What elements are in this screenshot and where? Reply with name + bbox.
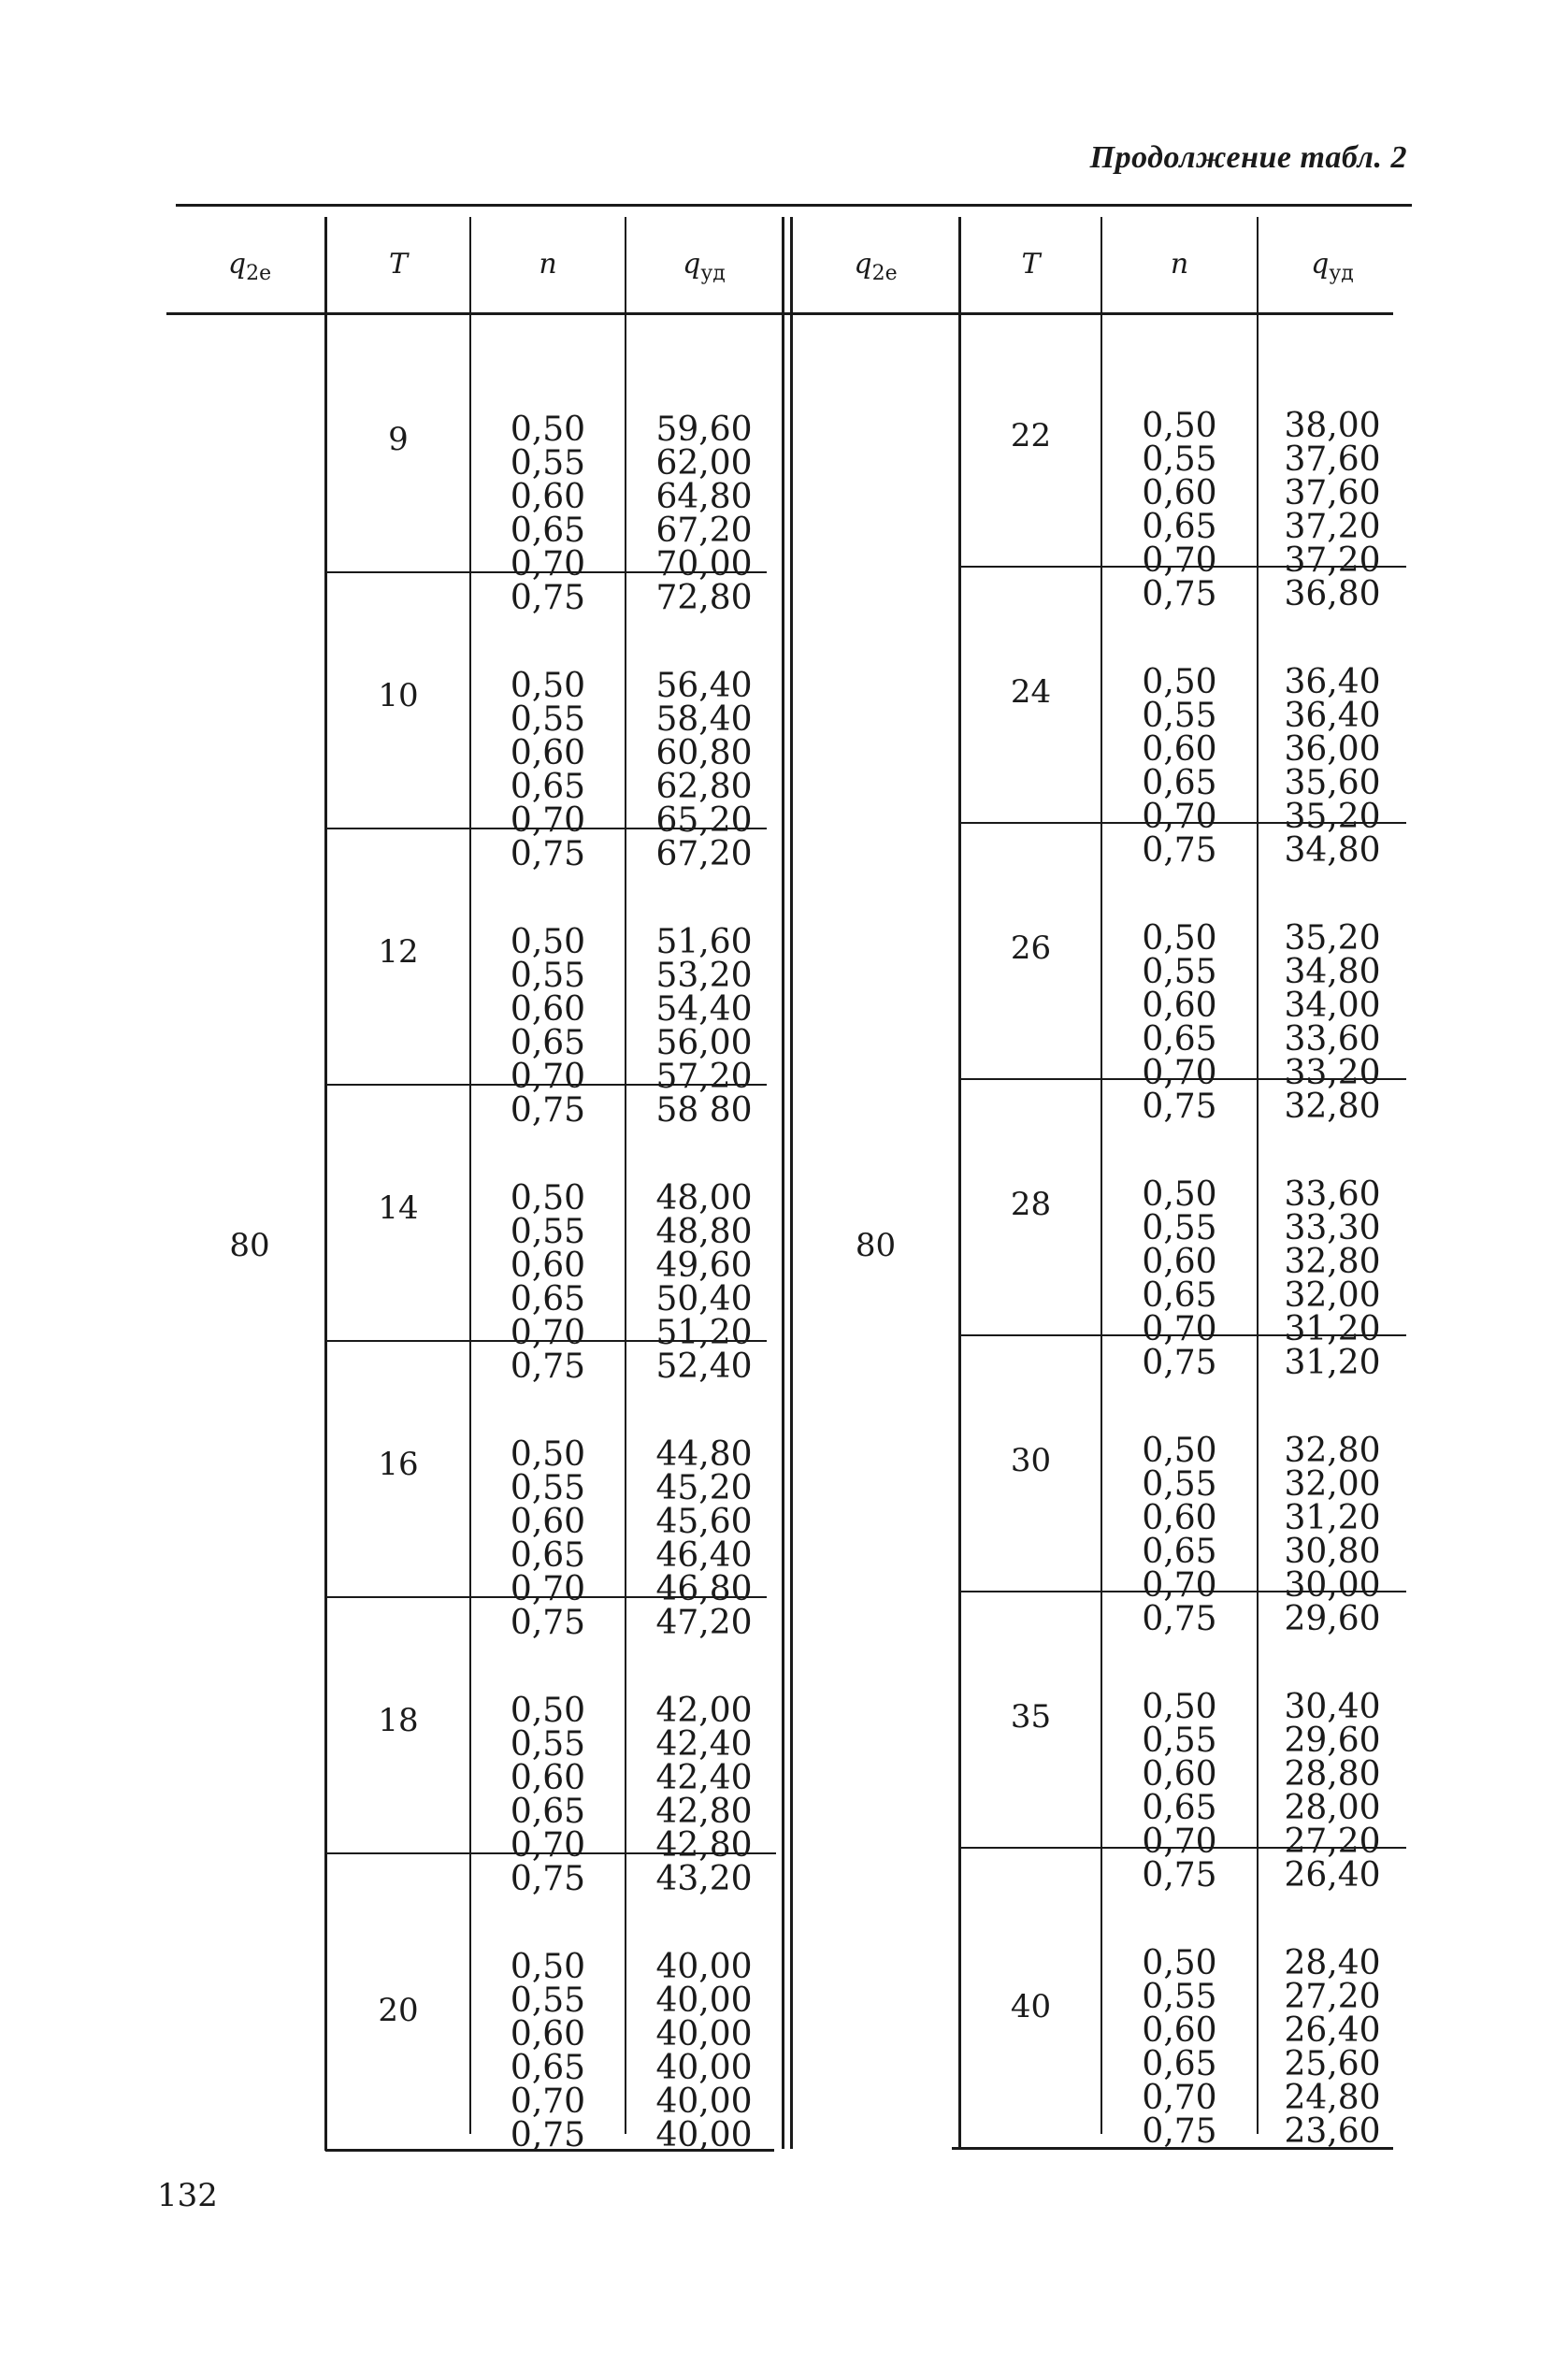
- n-cell: 0,65: [1142, 1533, 1217, 1571]
- q-cell: 29,60: [1284, 1722, 1381, 1760]
- n-cell: 0,55: [510, 444, 586, 483]
- q-cell: 34,80: [1284, 831, 1381, 870]
- right-t-3: 26: [1010, 929, 1052, 967]
- q-cell: 40,00: [655, 2049, 753, 2087]
- q-cell: 62,80: [655, 768, 753, 806]
- n-cell: 0,55: [510, 1725, 586, 1764]
- n-cell: 0,50: [1142, 919, 1217, 958]
- header-qud-left: $q_{уд}$: [683, 248, 726, 285]
- n-cell: 0,60: [510, 478, 586, 516]
- q-cell: 32,00: [1284, 1465, 1381, 1504]
- header-t-left: T: [388, 248, 408, 281]
- q-cell: 33,60: [1284, 1175, 1381, 1214]
- q-cell: 51,20: [655, 1314, 753, 1352]
- left-t-2: 10: [378, 677, 419, 714]
- q-cell: 53,20: [655, 957, 753, 995]
- q-cell: 25,60: [1284, 2045, 1381, 2083]
- q-cell: 65,20: [655, 801, 753, 840]
- n-cell: 0,50: [510, 923, 586, 961]
- q-cell: 37,60: [1284, 440, 1381, 479]
- n-cell: 0,75: [510, 579, 586, 617]
- n-cell: 0,65: [1142, 1276, 1217, 1315]
- n-cell: 0,60: [510, 734, 586, 772]
- n-cell: 0,55: [1142, 697, 1217, 735]
- n-cell: 0,50: [1142, 1432, 1217, 1470]
- n-cell: 0,60: [510, 2015, 586, 2053]
- right-q-col-7: [1259, 1880, 1406, 2183]
- n-cell: 0,70: [510, 1314, 586, 1352]
- q-cell: 30,40: [1284, 1688, 1381, 1726]
- q-cell: 72,80: [655, 579, 753, 617]
- q-cell: 26,40: [1284, 1856, 1381, 1895]
- left-t-3: 12: [378, 933, 419, 971]
- n-cell: 0,50: [1142, 407, 1217, 445]
- n-cell: 0,55: [1142, 1465, 1217, 1504]
- q-cell: 60,80: [655, 734, 753, 772]
- left-q-col-7: [626, 1883, 782, 2186]
- q-cell: 40,00: [655, 2116, 753, 2154]
- q-cell: 30,00: [1284, 1566, 1381, 1605]
- table-caption: Продолжение табл. 2: [1089, 140, 1407, 175]
- right-n-col-7: [1102, 1880, 1257, 2183]
- q-cell: 64,80: [655, 478, 753, 516]
- q-cell: 35,60: [1284, 764, 1381, 802]
- q-cell: 33,60: [1284, 1020, 1381, 1059]
- q-cell: 46,40: [655, 1536, 753, 1575]
- n-cell: 0,75: [1142, 1600, 1217, 1638]
- left-t-6: 18: [378, 1702, 419, 1739]
- q-cell: 58,40: [655, 700, 753, 739]
- q-cell: 58 80: [655, 1091, 753, 1130]
- q-cell: 67,20: [655, 835, 753, 873]
- page-number: 132: [157, 2177, 218, 2214]
- n-cell: 0,65: [1142, 508, 1217, 546]
- left-t-4: 14: [378, 1189, 419, 1227]
- q-cell: 43,20: [655, 1860, 753, 1898]
- n-cell: 0,50: [1142, 663, 1217, 701]
- n-cell: 0,60: [510, 1246, 586, 1285]
- q-cell: 31,20: [1284, 1344, 1381, 1382]
- right-t-6: 35: [1010, 1698, 1052, 1736]
- n-cell: 0,70: [1142, 798, 1217, 836]
- n-cell: 0,65: [1142, 1789, 1217, 1827]
- n-cell: 0,50: [510, 1179, 586, 1218]
- n-cell: 0,75: [510, 835, 586, 873]
- q-cell: 29,60: [1284, 1600, 1381, 1638]
- header-q-left: $q_{2e}$: [227, 248, 272, 285]
- n-cell: 0,75: [510, 1091, 586, 1130]
- n-cell: 0,50: [1142, 1944, 1217, 1982]
- header-qud-right: $q_{уд}$: [1311, 248, 1354, 285]
- q-cell: 42,00: [655, 1692, 753, 1730]
- q-cell: 28,40: [1284, 1944, 1381, 1982]
- q-cell: 32,80: [1284, 1088, 1381, 1126]
- n-cell: 0,50: [510, 411, 586, 449]
- q-cell: 42,40: [655, 1725, 753, 1764]
- right-t-7: 40: [1010, 1988, 1052, 2025]
- n-cell: 0,70: [510, 801, 586, 840]
- q-cell: 24,80: [1284, 2079, 1381, 2117]
- n-cell: 0,70: [1142, 1054, 1217, 1092]
- q-cell: 49,60: [655, 1246, 753, 1285]
- n-cell: 0,70: [510, 1570, 586, 1608]
- header-n-left: n: [539, 248, 557, 281]
- q-cell: 33,20: [1284, 1054, 1381, 1092]
- n-cell: 0,60: [1142, 1243, 1217, 1281]
- n-cell: 0,55: [1142, 440, 1217, 479]
- left-t-7: 20: [378, 1992, 419, 2029]
- n-cell: 0,60: [1142, 474, 1217, 512]
- n-cell: 0,50: [510, 667, 586, 705]
- q-cell: 40,00: [655, 2082, 753, 2121]
- n-cell: 0,60: [1142, 1499, 1217, 1537]
- header-n-right: n: [1170, 248, 1189, 281]
- q-cell: 57,20: [655, 1058, 753, 1096]
- vrule-center-b: [790, 217, 793, 2149]
- q-cell: 34,00: [1284, 987, 1381, 1025]
- q-cell: 28,00: [1284, 1789, 1381, 1827]
- n-cell: 0,70: [1142, 1823, 1217, 1861]
- q-cell: 35,20: [1284, 919, 1381, 958]
- top-rule: [176, 204, 1412, 207]
- n-cell: 0,65: [1142, 1020, 1217, 1059]
- n-cell: 0,50: [510, 1948, 586, 1986]
- q-cell: 45,20: [655, 1469, 753, 1507]
- n-cell: 0,50: [1142, 1175, 1217, 1214]
- n-cell: 0,55: [1142, 953, 1217, 991]
- q-cell: 36,80: [1284, 575, 1381, 613]
- q-cell: 23,60: [1284, 2112, 1381, 2151]
- q-cell: 32,80: [1284, 1432, 1381, 1470]
- vrule-left-t: [324, 217, 327, 2151]
- right-t-1: 22: [1010, 417, 1052, 454]
- left-t-1: 9: [388, 421, 409, 458]
- n-cell: 0,65: [510, 1280, 586, 1318]
- q-cell: 70,00: [655, 545, 753, 584]
- q-cell: 42,80: [655, 1826, 753, 1865]
- q-cell: 32,80: [1284, 1243, 1381, 1281]
- q-cell: 28,80: [1284, 1755, 1381, 1794]
- vrule-right-t: [958, 217, 961, 2149]
- n-cell: 0,75: [1142, 831, 1217, 870]
- q-cell: 26,40: [1284, 2011, 1381, 2050]
- n-cell: 0,60: [510, 990, 586, 1029]
- header-q-right: $q_{2e}$: [854, 248, 898, 285]
- q-cell: 47,20: [655, 1604, 753, 1642]
- n-cell: 0,65: [510, 2049, 586, 2087]
- n-cell: 0,75: [1142, 1344, 1217, 1382]
- q-cell: 33,30: [1284, 1209, 1381, 1247]
- n-cell: 0,55: [1142, 1978, 1217, 2016]
- q-cell: 34,80: [1284, 953, 1381, 991]
- n-cell: 0,55: [510, 700, 586, 739]
- q-cell: 56,40: [655, 667, 753, 705]
- n-cell: 0,70: [510, 545, 586, 584]
- n-cell: 0,60: [1142, 2011, 1217, 2050]
- q-cell: 52,40: [655, 1347, 753, 1386]
- left-n-col-7: [471, 1883, 625, 2186]
- n-cell: 0,75: [510, 2116, 586, 2154]
- q-cell: 40,00: [655, 2015, 753, 2053]
- n-cell: 0,65: [510, 1024, 586, 1062]
- q-cell: 67,20: [655, 512, 753, 550]
- q-cell: 30,80: [1284, 1533, 1381, 1571]
- n-cell: 0,55: [510, 957, 586, 995]
- n-cell: 0,70: [510, 2082, 586, 2121]
- n-cell: 0,50: [510, 1435, 586, 1474]
- q-cell: 35,20: [1284, 798, 1381, 836]
- n-cell: 0,60: [1142, 987, 1217, 1025]
- n-cell: 0,70: [1142, 2079, 1217, 2117]
- q-cell: 42,80: [655, 1793, 753, 1831]
- n-cell: 0,65: [1142, 764, 1217, 802]
- n-cell: 0,65: [510, 1793, 586, 1831]
- n-cell: 0,65: [510, 512, 586, 550]
- q-cell: 31,20: [1284, 1499, 1381, 1537]
- right-t-2: 24: [1010, 673, 1052, 711]
- n-cell: 0,70: [510, 1826, 586, 1865]
- q-cell: 40,00: [655, 1981, 753, 2020]
- n-cell: 0,75: [1142, 1856, 1217, 1895]
- q-cell: 48,80: [655, 1213, 753, 1251]
- n-cell: 0,55: [510, 1213, 586, 1251]
- q-cell: 50,40: [655, 1280, 753, 1318]
- n-cell: 0,70: [510, 1058, 586, 1096]
- q-cell: 36,00: [1284, 730, 1381, 769]
- q-cell: 36,40: [1284, 697, 1381, 735]
- q-cell: 27,20: [1284, 1823, 1381, 1861]
- q-cell: 45,60: [655, 1503, 753, 1541]
- q-cell: 27,20: [1284, 1978, 1381, 2016]
- n-cell: 0,50: [1142, 1688, 1217, 1726]
- q-cell: 42,40: [655, 1759, 753, 1797]
- n-cell: 0,50: [510, 1692, 586, 1730]
- q-cell: 32,00: [1284, 1276, 1381, 1315]
- n-cell: 0,60: [1142, 1755, 1217, 1794]
- n-cell: 0,75: [510, 1347, 586, 1386]
- n-cell: 0,70: [1142, 541, 1217, 580]
- left-q-value: 80: [229, 1227, 270, 1264]
- q-cell: 48,00: [655, 1179, 753, 1218]
- n-cell: 0,65: [510, 768, 586, 806]
- right-t-5: 30: [1010, 1442, 1052, 1479]
- n-cell: 0,60: [510, 1503, 586, 1541]
- n-cell: 0,55: [510, 1469, 586, 1507]
- left-t-5: 16: [378, 1446, 419, 1483]
- header-t-right: T: [1021, 248, 1041, 281]
- q-cell: 56,00: [655, 1024, 753, 1062]
- n-cell: 0,70: [1142, 1310, 1217, 1348]
- q-cell: 59,60: [655, 411, 753, 449]
- n-cell: 0,55: [1142, 1722, 1217, 1760]
- n-cell: 0,75: [510, 1860, 586, 1898]
- q-cell: 36,40: [1284, 663, 1381, 701]
- header-rule: [166, 312, 1393, 315]
- q-cell: 38,00: [1284, 407, 1381, 445]
- n-cell: 0,65: [510, 1536, 586, 1575]
- vrule-center-a: [782, 217, 784, 2149]
- n-cell: 0,55: [1142, 1209, 1217, 1247]
- q-cell: 37,20: [1284, 508, 1381, 546]
- n-cell: 0,60: [1142, 730, 1217, 769]
- n-cell: 0,65: [1142, 2045, 1217, 2083]
- n-cell: 0,75: [510, 1604, 586, 1642]
- n-cell: 0,55: [510, 1981, 586, 2020]
- right-t-4: 28: [1010, 1186, 1052, 1223]
- q-cell: 54,40: [655, 990, 753, 1029]
- n-cell: 0,75: [1142, 575, 1217, 613]
- q-cell: 51,60: [655, 923, 753, 961]
- q-cell: 37,60: [1284, 474, 1381, 512]
- q-cell: 37,20: [1284, 541, 1381, 580]
- right-q-value: 80: [855, 1227, 897, 1264]
- q-cell: 62,00: [655, 444, 753, 483]
- n-cell: 0,75: [1142, 2112, 1217, 2151]
- q-cell: 40,00: [655, 1948, 753, 1986]
- n-cell: 0,60: [510, 1759, 586, 1797]
- n-cell: 0,75: [1142, 1088, 1217, 1126]
- q-cell: 44,80: [655, 1435, 753, 1474]
- q-cell: 31,20: [1284, 1310, 1381, 1348]
- n-cell: 0,70: [1142, 1566, 1217, 1605]
- q-cell: 46,80: [655, 1570, 753, 1608]
